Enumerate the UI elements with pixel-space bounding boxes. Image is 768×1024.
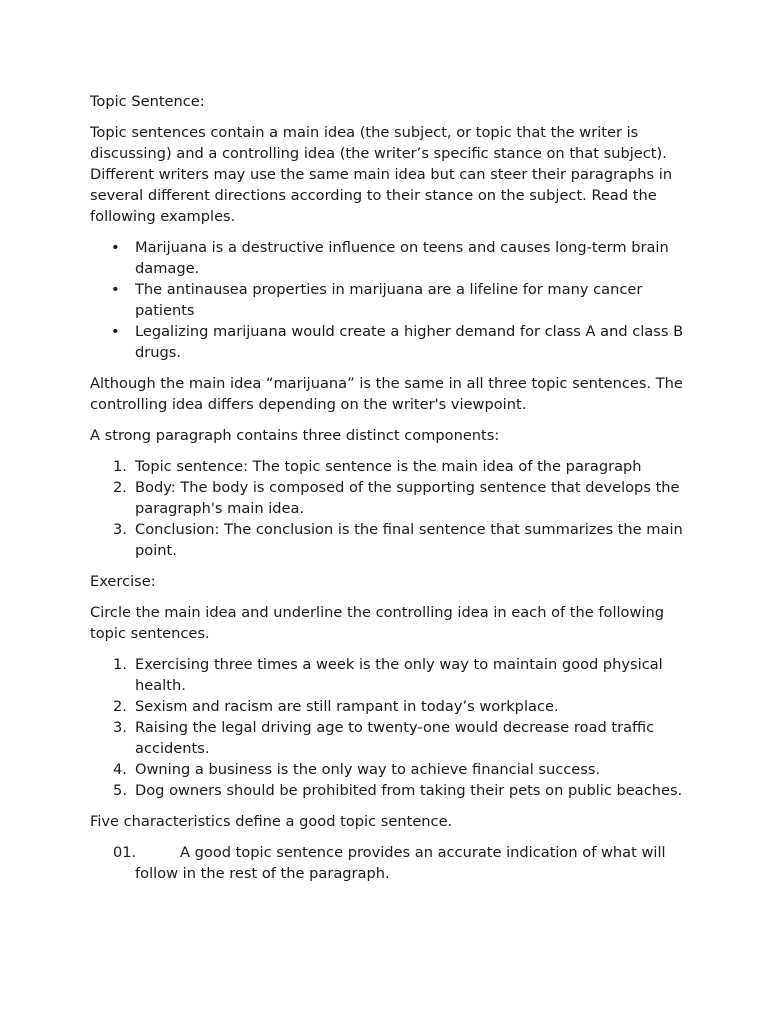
document-body [90,91,690,894]
list-item-text: Marijuana is a destructive influence on teens and causes long-term brain damage. [135,239,669,277]
bullet-icon: • [111,323,120,340]
exercise-list [90,654,690,801]
list-item-text: Sexism and racism are still rampant in today’s workplace. [135,698,559,715]
list-item-text: Legalizing marijuana would create a higher demand for class A and class B drugs. [135,323,684,361]
list-item [90,759,690,780]
characteristics-intro: Five characteristics define a good topic sentence. [90,813,453,830]
list-number: 1. [113,656,127,673]
components-list [90,456,690,561]
list-number: 4. [113,761,127,778]
list-item [90,477,690,519]
list-item [90,237,690,279]
components-intro: A strong paragraph contains three distinct components: [90,427,500,444]
list-item-text: Conclusion: The conclusion is the final sentence that summarizes the main point. [135,521,683,559]
list-number: 2. [113,698,127,715]
list-number: 2. [113,479,127,496]
list-item-text: Dog owners should be prohibited from taking their pets on public beaches. [135,782,683,799]
section-heading-topic-sentence: Topic Sentence: [90,93,205,110]
list-item-text: Topic sentence: The topic sentence is the main idea of the paragraph [135,458,642,475]
list-item-text: The antinausea properties in marijuana are a lifeline for many cancer patients [135,281,643,319]
list-item [90,717,690,759]
list-number: 1. [113,458,127,475]
list-item [90,321,690,363]
list-item [90,279,690,321]
list-item [90,456,690,477]
characteristics-list [90,842,690,884]
examples-explanation: Although the main idea “marijuana” is the same in all three topic sentences. The controlling idea differs depending on the writer's viewpoint. [90,375,683,413]
list-item-text: Body: The body is composed of the supporting sentence that develops the paragraph's main idea. [135,479,680,517]
list-item-text: Raising the legal driving age to twenty-one would decrease road traffic accidents. [135,719,655,757]
list-number: 3. [113,719,127,736]
list-item [90,842,690,884]
list-item-text: A good topic sentence provides an accurate indication of what will follow in the rest of the paragraph. [135,844,666,882]
list-item [90,696,690,717]
list-number: 01. [113,844,137,861]
list-item-text: Exercising three times a week is the only way to maintain good physical health. [135,656,663,694]
bullet-icon: • [111,281,120,298]
list-item [90,519,690,561]
list-number: 3. [113,521,127,538]
bullet-icon: • [111,239,120,256]
examples-list [90,237,690,363]
exercise-heading: Exercise: [90,573,156,590]
intro-paragraph: Topic sentences contain a main idea (the subject, or topic that the writer is discussing) and a controlling idea (the writer’s specific stance on that subject). Different writers may use the same main idea but can steer their paragraphs in several different directions according to their stance on the subject. Read the following examples. [90,124,673,225]
exercise-intro: Circle the main idea and underline the controlling idea in each of the following topic sentences. [90,604,664,642]
list-number: 5. [113,782,127,799]
list-item-text: Owning a business is the only way to achieve financial success. [135,761,601,778]
list-item [90,780,690,801]
list-item [90,654,690,696]
